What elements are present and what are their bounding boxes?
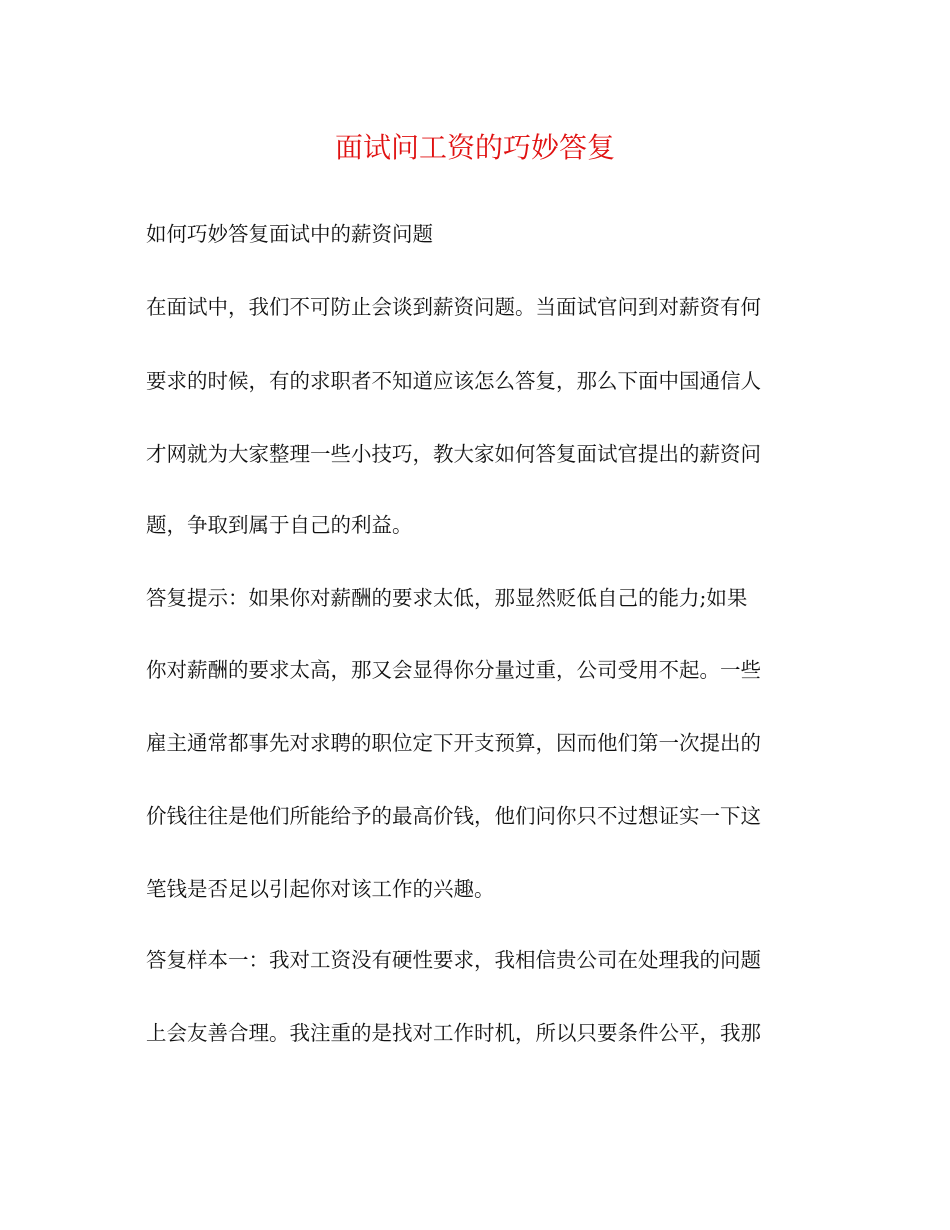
paragraph-line: 在面试中，我们不可防止会谈到薪资问题。当面试官问到对薪资有何	[146, 295, 761, 319]
paragraph-line: 雇主通常都事先对求聘的职位定下开支预算，因而他们第一次提出的	[146, 731, 761, 755]
section-heading: 如何巧妙答复面试中的薪资问题	[146, 222, 433, 246]
paragraph-line: 要求的时候，有的求职者不知道应该怎么答复，那么下面中国通信人	[146, 369, 761, 393]
paragraph-line: 上会友善合理。我注重的是找对工作时机，所以只要条件公平，我那	[146, 1021, 761, 1045]
paragraph-line: 才网就为大家整理一些小技巧，教大家如何答复面试官提出的薪资问	[146, 442, 761, 466]
paragraph-line: 笔钱是否足以引起你对该工作的兴趣。	[146, 877, 495, 901]
paragraph-line: 答复提示：如果你对薪酬的要求太低，那显然贬低自己的能力;如果	[146, 586, 748, 610]
paragraph-line: 答复样本一：我对工资没有硬性要求，我相信贵公司在处理我的问题	[146, 948, 761, 972]
page-title: 面试问工资的巧妙答复	[334, 131, 615, 164]
paragraph-line: 你对薪酬的要求太高，那又会显得你分量过重，公司受用不起。一些	[146, 658, 761, 682]
paragraph-line: 题，争取到属于自己的利益。	[146, 513, 413, 537]
paragraph-line: 价钱往往是他们所能给予的最高价钱，他们问你只不过想证实一下这	[146, 804, 761, 828]
